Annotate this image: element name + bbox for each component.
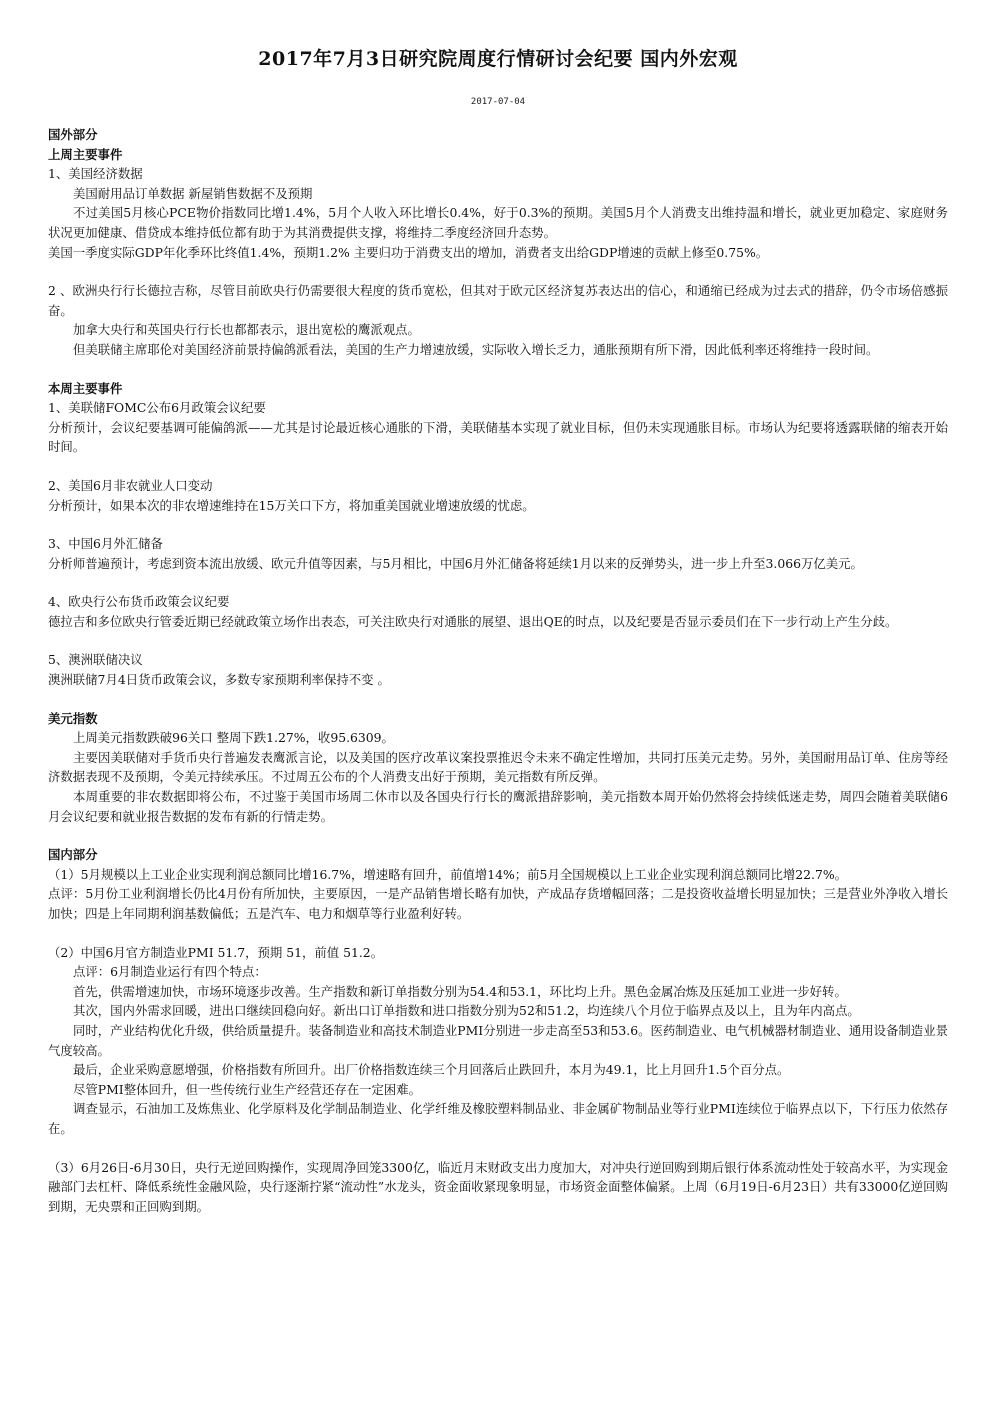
paragraph: 不过美国5月核心PCE物价指数同比增1.4%，5月个人收入环比增长0.4%，好于0.3%的预期。美国5月个人消费支出维持温和增长，就业更加稳定、家庭财务状况更加健康、借贷成本维持低位都有助于为其消费提供支撑，将维持二季度经济回升态势。: [48, 205, 948, 240]
paragraph: 点评：5月份工业利润增长仍比4月份有所加快，主要原因，一是产品销售增长略有加快，产成品存货增幅回落；二是投资收益增长明显加快；三是营业外净收入增长加快；四是上年同期利润基数偏低；五是汽车、电力和烟草等行业盈利好转。: [48, 886, 948, 921]
paragraph: 点评：6月制造业运行有四个特点：: [73, 964, 267, 980]
paragraph: （3）6月26日-6月30日，央行无逆回购操作，实现周净回笼3300亿，临近月末财政支出力度加大，对冲央行逆回购到期后银行体系流动性处于较高水平，为实现金融部门去杠杆、降低系统性金融风险，央行逐渐拧紧“流动性”水龙头，资金面收紧现象明显，市场资金面整体偏紧。上周（6月19日-6月23日）共有33000亿逆回购到期，无央票和正回购到期。: [48, 1159, 948, 1214]
paragraph: 尽管PMI整体回升，但一些传统行业生产经营还存在一定困难。: [73, 1081, 422, 1097]
paragraph: 最后，企业采购意愿增强，价格指数有所回升。出厂价格指数连续三个月回落后止跌回升，本月为49.1，比上月回升1.5个百分点。: [73, 1062, 790, 1078]
paragraph: 主要因美联储对手货币央行普遍发表鹰派言论，以及美国的医疗改革议案投票推迟令未来不确定性增加，共同打压美元走势。另外，美国耐用品订单、住房等经济数据表现不及预期，令美元持续承压。不过周五公布的个人消费支出好于预期，美元指数有所反弹。: [48, 749, 948, 785]
item-title: 4、欧央行公布货币政策会议纪要: [48, 594, 230, 610]
subheading-usd-index: 美元指数: [48, 710, 98, 726]
paragraph: 德拉吉和多位欧央行管委近期已经就政策立场作出表态，可关注欧央行对通胀的展望、退出QE的时点，以及纪要是否显示委员们在下一步行动上产生分歧。: [48, 613, 898, 629]
paragraph: 其次，国内外需求回暖，进出口继续回稳向好。新出口订单指数和进口指数分别为52和51.2，均连续八个月位于临界点及以上，且为年内高点。: [73, 1003, 860, 1019]
paragraph: 美国耐用品订单数据 新屋销售数据不及预期: [73, 185, 313, 201]
paragraph: （2）中国6月官方制造业PMI 51.7，预期 51，前值 51.2。: [48, 944, 384, 960]
item-title: 1、美联储FOMC公布6月政策会议纪要: [48, 400, 266, 416]
paragraph: 调查显示，石油加工及炼焦业、化学原料及化学制品制造业、化学纤维及橡胶塑料制品业、非金属矿物制品业等行业PMI连续位于临界点以下，下行压力依然存在。: [48, 1101, 948, 1136]
publish-date: 2017-07-04: [470, 97, 526, 107]
document-page: [48, 44, 948, 1216]
paragraph: （1）5月规模以上工业企业实现利润总额同比增16.7%，增速略有回升，前值增14%；前5月全国规模以上工业企业实现利润总额同比增22.7%。: [48, 866, 848, 882]
item-title: 1、美国经济数据: [48, 166, 143, 182]
item-title: 2、美国6月非农就业人口变动: [48, 477, 213, 493]
paragraph: 同时，产业结构优化升级，供给质量提升。装备制造业和高技术制造业PMI分别进一步走高至53和53.6。医药制造业、电气机械器材制造业、通用设备制造业景气度较高。: [48, 1022, 948, 1058]
section-heading-domestic: 国内部分: [48, 847, 98, 863]
paragraph: 分析师普遍预计，考虑到资本流出放缓、欧元升值等因素，与5月相比，中国6月外汇储备将延续1月以来的反弹势头，进一步上升至3.066万亿美元。: [48, 555, 863, 571]
paragraph: 分析预计，如果本次的非农增速维持在15万关口下方，将加重美国就业增速放缓的忧虑。: [48, 497, 535, 513]
paragraph: 分析预计，会议纪要基调可能偏鸽派——尤其是讨论最近核心通胀的下滑，美联储基本实现了就业目标，但仍未实现通胀目标。市场认为纪要将透露联储的缩表开始时间。: [48, 419, 948, 455]
item-title: 3、中国6月外汇储备: [48, 536, 163, 552]
subheading-this-week: 本周主要事件: [48, 380, 123, 396]
paragraph: 澳洲联储7月4日货币政策会议，多数专家预期利率保持不变 。: [48, 672, 390, 688]
item-title: 5、澳洲联储决议: [48, 652, 143, 668]
paragraph: 本周重要的非农数据即将公布，不过鉴于美国市场周二休市以及各国央行行长的鹰派措辞影响，美元指数本周开始仍然将会持续低迷走势，周四会随着美联储6月会议纪要和就业报告数据的发布有新的行情走势。: [48, 789, 948, 824]
paragraph: 加拿大央行和英国央行行长也都都表示，退出宽松的鹰派观点。: [73, 322, 420, 338]
paragraph: 上周美元指数跌破96关口 整周下跌1.27%，收95.6309。: [73, 730, 394, 746]
section-heading-foreign: 国外部分: [48, 127, 98, 142]
paragraph: 美国一季度实际GDP年化季环比终值1.4%，预期1.2% 主要归功于消费支出的增加，消费者支出给GDP增速的贡献上修至0.75%。: [48, 244, 769, 260]
paragraph: 但美联储主席耶伦对美国经济前景持偏鸽派看法，美国的生产力增速放缓，实际收入增长乏力，通胀预期有所下滑，因此低利率还将维持一段时间。: [73, 341, 879, 357]
paragraph: 2 、欧洲央行行长德拉吉称，尽管目前欧央行仍需要很大程度的货币宽松，但其对于欧元区经济复苏表达出的信心，和通缩已经成为过去式的措辞，仍令市场倍感振奋。: [48, 283, 948, 318]
paragraph: 首先，供需增速加快，市场环境逐步改善。生产指数和新订单指数分别为54.4和53.1，环比均上升。黑色金属冶炼及压延加工业进一步好转。: [73, 983, 847, 999]
subheading-last-week: 上周主要事件: [48, 146, 123, 162]
page-title: 2017年7月3日研究院周度行情研讨会纪要 国内外宏观: [258, 48, 738, 70]
